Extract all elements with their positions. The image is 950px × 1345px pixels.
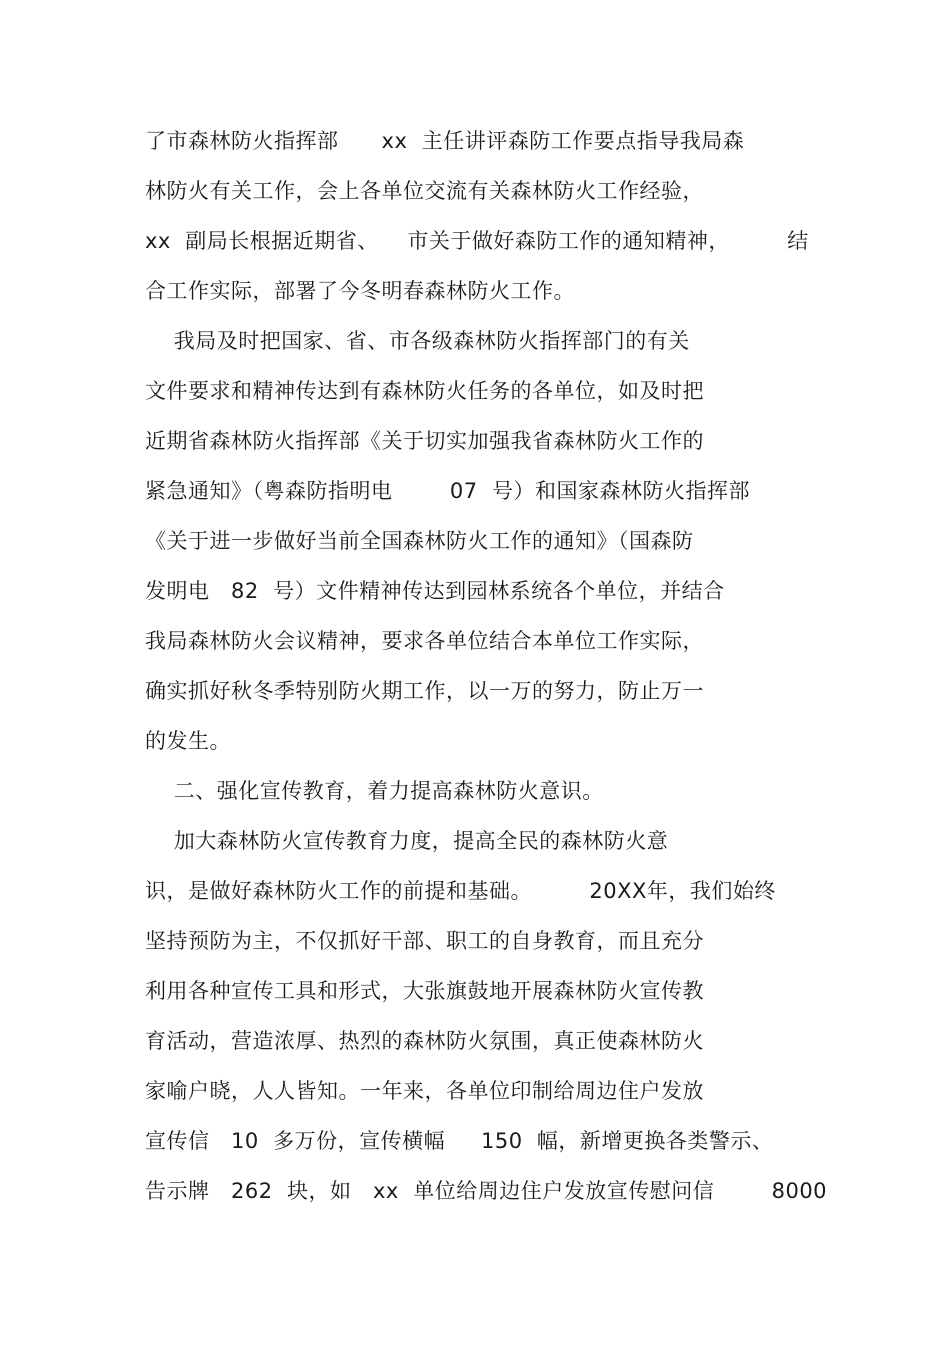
text-line: 育活动，营造浓厚、热烈的森林防火氛围，真正使森林防火	[145, 1029, 704, 1053]
text-line: 加大森林防火宣传教育力度，提高全民的森林防火意	[145, 829, 669, 853]
text-line: 紧急通知》（粤森防指明电 07 号）和国家森林防火指挥部	[145, 479, 750, 503]
text-line: 家喻户晓，人人皆知。一年来，各单位印制给周边住户发放	[145, 1079, 704, 1103]
text-line: 的发生。	[145, 729, 231, 753]
text-line: 《关于进一步做好当前全国森林防火工作的通知》（国森防	[145, 529, 694, 553]
section-heading: 二、强化宣传教育，着力提高森林防火意识。	[145, 779, 604, 803]
text-line: 发明电 82 号）文件精神传达到园林系统各个单位，并结合	[145, 579, 725, 603]
text-line: 识，是做好森林防火工作的前提和基础。 20XX年，我们始终	[145, 879, 776, 903]
text-line: 利用各种宣传工具和形式，大张旗鼓地开展森林防火宣传教	[145, 979, 704, 1003]
text-line: 文件要求和精神传达到有森林防火任务的各单位，如及时把	[145, 379, 704, 403]
text-line: 我局及时把国家、省、市各级森林防火指挥部门的有关	[145, 329, 690, 353]
text-line: xx 副局长根据近期省、 市关于做好森防工作的通知精神， 结	[145, 229, 809, 253]
text-line: 了市森林防火指挥部 xx 主任讲评森防工作要点指导我局森	[145, 129, 745, 153]
text-line: 确实抓好秋冬季特别防火期工作，以一万的努力，防止万一	[145, 679, 704, 703]
text-line: 坚持预防为主，不仅抓好干部、职工的自身教育，而且充分	[145, 929, 704, 953]
text-line: 告示牌 262 块，如 xx 单位给周边住户发放宣传慰问信 8000	[145, 1179, 828, 1203]
text-line: 林防火有关工作，会上各单位交流有关森林防火工作经验，	[145, 179, 704, 203]
text-line: 宣传信 10 多万份，宣传横幅 150 幅，新增更换各类警示、	[145, 1129, 774, 1153]
text-line: 我局森林防火会议精神，要求各单位结合本单位工作实际，	[145, 629, 704, 653]
text-line: 近期省森林防火指挥部《关于切实加强我省森林防火工作的	[145, 429, 704, 453]
text-line: 合工作实际，部署了今冬明春森林防火工作。	[145, 279, 575, 303]
